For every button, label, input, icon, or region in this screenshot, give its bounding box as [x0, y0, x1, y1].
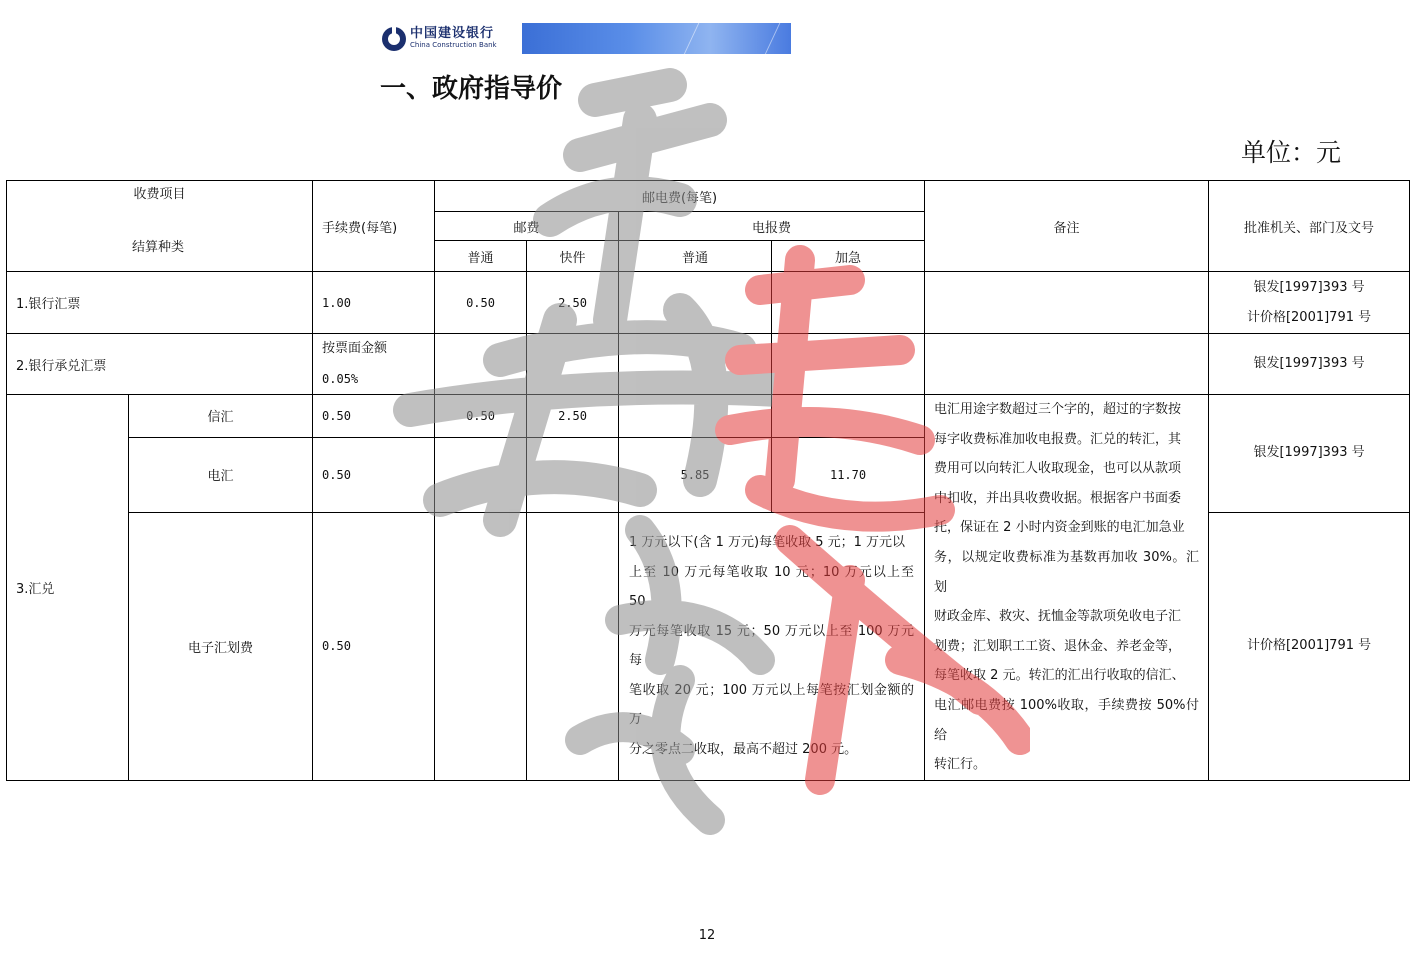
postage-normal-header: 普通 [435, 241, 527, 272]
approval-header: 批准机关、部门及文号 [1209, 181, 1410, 272]
approval-value [1209, 272, 1410, 334]
approval-value [1209, 334, 1410, 395]
remark-line: 划费；汇划职工工资、退休金、养老金等， [934, 638, 1182, 654]
empty-cell [925, 334, 1209, 395]
postal-telecom-header: 邮电费(每笔) [435, 181, 925, 212]
row-name: 1.银行汇票 [7, 272, 313, 334]
handling-fee-value: 0.50 [313, 395, 435, 438]
note-line: 万元每笔收取 15 元；50 万元以上至 100 万元每 [629, 623, 915, 669]
postage-express-value: 2.50 [527, 272, 619, 334]
sub-item-name: 电汇 [129, 437, 313, 512]
fee-basis: 按票面金额 [322, 341, 388, 356]
postage-header: 邮费 [435, 212, 619, 241]
bank-name-cn: 中国建设银行 [410, 26, 495, 41]
empty-cell [527, 512, 619, 780]
table-row [7, 272, 1410, 334]
bank-logo [379, 23, 522, 54]
remark-value [925, 395, 1209, 781]
unit-label: 单位：元 [1241, 138, 1342, 167]
remark-line: 费用可以向转汇人收取现金，也可以从款项 [934, 461, 1182, 477]
note-line: 分之零点二收取，最高不超过 200 元。 [629, 741, 858, 757]
note-line: 上至 10 万元每笔收取 10 元；10 万元以上至 50 [629, 564, 915, 610]
telegram-urgent-value: 11.70 [772, 437, 925, 512]
remark-line: 转汇行。 [934, 757, 987, 773]
postage-normal-value: 0.50 [435, 272, 527, 334]
approval-doc: 银发[1997]393 号 [1253, 356, 1365, 371]
telegram-header: 电报费 [619, 212, 925, 241]
fee-rate: 0.05% [322, 372, 359, 386]
telegram-urgent-header: 加急 [772, 241, 925, 272]
telegram-normal-value: 5.85 [619, 437, 772, 512]
row-name: 3.汇兑 [7, 395, 129, 781]
approval-doc: 计价格[2001]791 号 [1246, 309, 1372, 325]
banner-graphic [522, 23, 791, 54]
approval-value [1209, 512, 1410, 780]
sub-item-name: 电子汇划费 [129, 512, 313, 780]
remark-line: 中扣收，并出具收费收据。根据客户书面委 [934, 490, 1182, 506]
handling-fee-header: 手续费(每笔) [313, 181, 435, 272]
bank-banner [379, 23, 791, 54]
page-number: 12 [698, 928, 716, 943]
approval-doc: 银发[1997]393 号 [1253, 279, 1365, 295]
empty-cell [435, 437, 527, 512]
e-transfer-fee-note [619, 512, 925, 780]
remark-header: 备注 [925, 181, 1209, 272]
fee-table [6, 180, 1410, 781]
handling-fee-value: 1.00 [313, 272, 435, 334]
bank-name-en: China Construction Bank [410, 41, 497, 49]
remark-line: 电汇邮电费按 100%收取，手续费按 50%付给 [934, 697, 1200, 743]
page-title: 一、政府指导价 [380, 74, 563, 104]
settlement-type-header: 结算种类 [132, 240, 185, 255]
sub-item-name: 信汇 [129, 395, 313, 438]
approval-doc: 银发[1997]393 号 [1253, 445, 1365, 461]
remark-line: 电汇用途字数超过三个字的，超过的字数按 [934, 402, 1182, 417]
item-header: 收费项目 [133, 187, 186, 202]
note-line: 1 万元以下(含 1 万元)每笔收取 5 元；1 万元以 [629, 535, 906, 551]
remark-line: 财政金库、救灾、抚恤金等款项免收电子汇 [934, 609, 1182, 625]
remark-line: 托，保证在 2 小时内资金到账的电汇加急业 [934, 520, 1185, 536]
empty-cell [619, 395, 772, 438]
remark-line: 每笔收取 2 元。转汇的汇出行收取的信汇、 [934, 668, 1185, 684]
approval-value [1209, 395, 1410, 513]
empty-cell [527, 334, 619, 395]
postage-express-header: 快件 [527, 241, 619, 272]
handling-fee-value: 0.50 [313, 512, 435, 780]
handling-fee-value [313, 334, 435, 395]
telegram-normal-header: 普通 [619, 241, 772, 272]
remark-value [925, 272, 1209, 334]
remark-line: 务，以规定收费标准为基数再加收 30%。汇划 [934, 549, 1200, 595]
empty-cell [435, 512, 527, 780]
telegram-normal-value [619, 272, 772, 334]
remark-line: 每字收费标准加收电报费。汇兑的转汇，其 [934, 431, 1182, 447]
empty-cell [772, 334, 925, 395]
telegram-urgent-value [772, 272, 925, 334]
empty-cell [527, 437, 619, 512]
approval-doc: 计价格[2001]791 号 [1246, 638, 1372, 654]
table-row [7, 334, 1410, 395]
row-name: 2.银行承兑汇票 [7, 334, 313, 395]
empty-cell [435, 334, 527, 395]
handling-fee-value: 0.50 [313, 437, 435, 512]
item-header-cell [7, 181, 313, 272]
table-row [7, 395, 1410, 438]
note-line: 笔收取 20 元；100 万元以上每笔按汇划金额的万 [629, 682, 915, 728]
empty-cell [619, 334, 772, 395]
empty-cell [772, 395, 925, 438]
postage-normal-value: 0.50 [435, 395, 527, 438]
ccb-logo-icon [381, 26, 407, 52]
postage-express-value: 2.50 [527, 395, 619, 438]
